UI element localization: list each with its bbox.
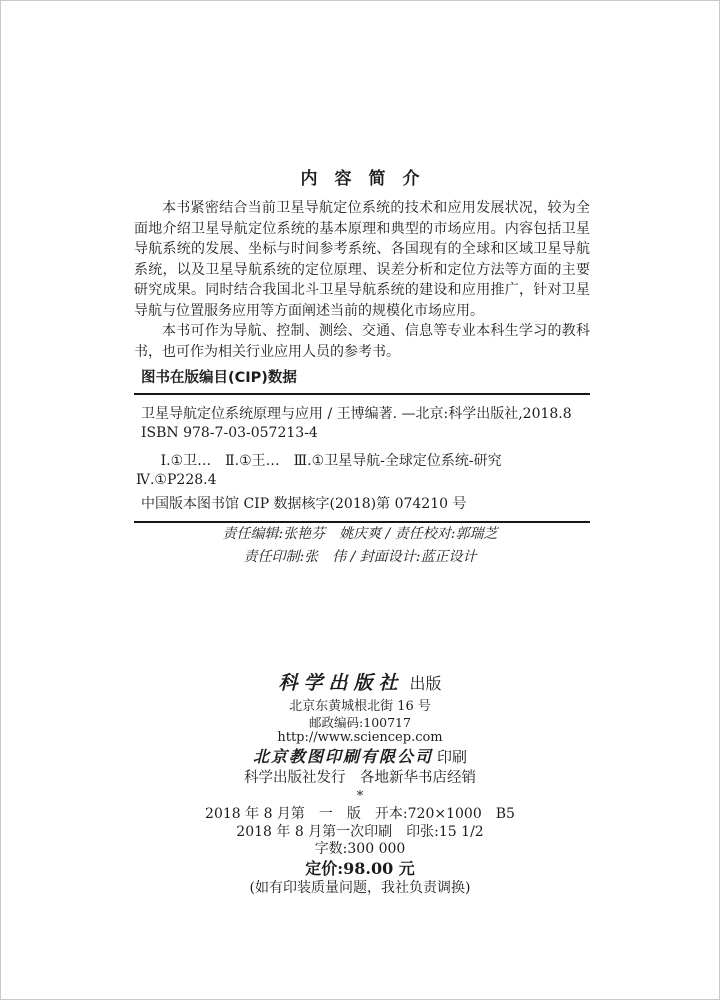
- cip-title-line: 卫星导航定位系统原理与应用 / 王博编著. —北京:科学出版社,2018.8: [141, 406, 572, 422]
- divider-top: [134, 393, 590, 395]
- publisher-postcode: 邮政编码:100717: [309, 715, 411, 730]
- edition-line: 2018 年 8 月第 一 版 开本:720×1000 B5: [205, 806, 515, 822]
- intro-paragraph-1: 本书紧密结合当前卫星导航定位系统的技术和应用发展状况，较为全面地介绍卫星导航定位系统的基本原理和典型的市场应用。内容包括卫星导航系统的发展、坐标与时间参考系统、各国现有的全球和区域卫星导航系统，以及卫星导航系统的定位原理、误差分析和定位方法等方面的主要研究成果。同时结合我国北斗卫星导航系统的建设和应用推广，针对卫星导航与位置服务应用等方面阐述当前的规模化市场应用。: [134, 200, 590, 319]
- cip-isbn: ISBN 978-7-03-057213-4: [141, 425, 318, 441]
- exchange-note: (如有印装质量问题，我社负责调换): [249, 880, 471, 896]
- publisher-suffix: 出版: [409, 674, 442, 693]
- intro-title: 内 容 简 介: [300, 169, 420, 189]
- intro-section: [134, 198, 590, 362]
- credits-line-printing: 责任印制:张 伟 / 封面设计:蓝正设计: [243, 549, 477, 565]
- wordcount-line: 字数:300 000: [314, 841, 406, 857]
- cip-heading: 图书在版编目(CIP)数据: [141, 370, 297, 386]
- intro-paragraph-2: 本书可作为导航、控制、测绘、交通、信息等专业本科生学习的教科书，也可作为相关行业应用人员的参考书。: [134, 323, 590, 360]
- publisher-name: 科学出版社: [278, 672, 404, 694]
- cip-classification-1: Ⅰ.①卫… Ⅱ.①王… Ⅲ.①卫星导航-全球定位系统-研究: [160, 453, 502, 469]
- printer-suffix: 印刷: [437, 748, 468, 766]
- printing-line: 2018 年 8 月第一次印刷 印张:15 1/2: [236, 824, 484, 840]
- publisher-address: 北京东黄城根北街 16 号: [289, 699, 431, 714]
- distribution-line: 科学出版社发行 各地新华书店经销: [244, 770, 476, 786]
- publisher-line: [1, 671, 719, 696]
- imprint-section: [1, 671, 719, 898]
- publisher-url: http://www.sciencep.com: [277, 730, 443, 745]
- cip-section: [134, 369, 590, 523]
- star-separator: *: [356, 789, 364, 804]
- cip-classification-2: Ⅳ.①P228.4: [136, 472, 217, 488]
- cip-body: [134, 405, 590, 514]
- credits-section: [1, 523, 719, 569]
- cip-registry: 中国版本图书馆 CIP 数据核字(2018)第 074210 号: [141, 496, 467, 512]
- credits-line-editors: 责任编辑:张艳芬 姚庆爽 / 责任校对:郭瑞芝: [222, 526, 498, 542]
- printer-line: [1, 747, 719, 767]
- price-line: 定价:98.00 元: [305, 859, 415, 878]
- printer-name: 北京教图印刷有限公司: [252, 747, 433, 766]
